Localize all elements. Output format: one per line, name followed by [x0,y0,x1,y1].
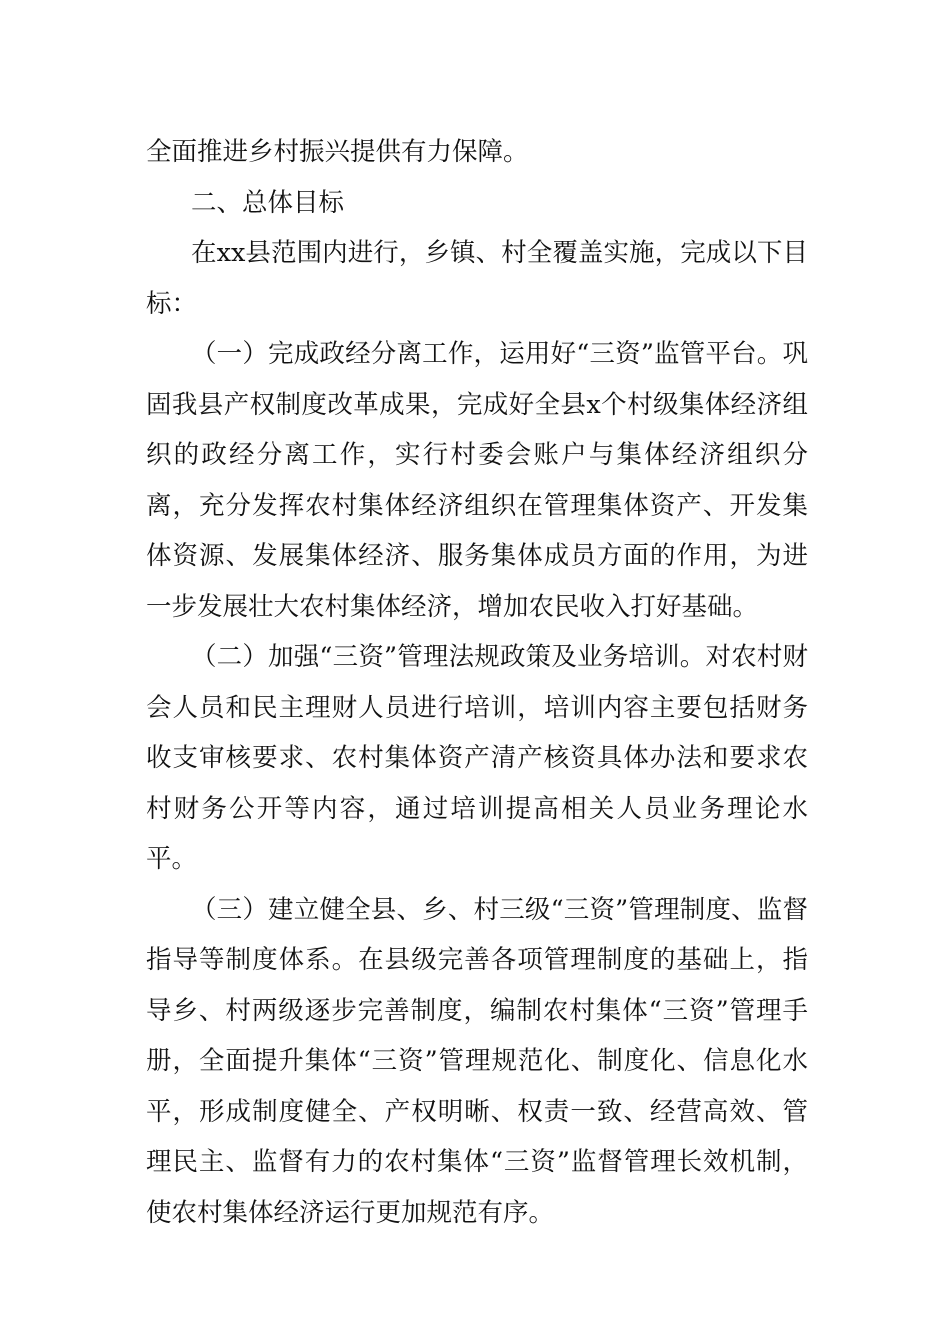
paragraph-scope: 在xx县范围内进行，乡镇、村全覆盖实施，完成以下目标： [146,238,808,319]
paragraph-goal-2: （二）加强“三资”管理法规政策及业务培训。对农村财会人员和民主理财人员进行培训，培训内容主要包括财务收支审核要求、农村集体资产清产核资具体办法和要求农村财务公开等内容，通过培训提高相关人员业务理论水平。 [146,642,808,874]
paragraph-continuation: 全面推进乡村振兴提供有力保障。 [146,137,529,167]
document-body [146,127,808,1238]
section-heading: 二、总体目标 [191,187,345,218]
paragraph-goal-1: （一）完成政经分离工作，运用好“三资”监管平台。巩固我县产权制度改革成果，完成好全县x个村级集体经济组织的政经分离工作，实行村委会账户与集体经济组织分离，充分发挥农村集体经济组织在管理集体资产、开发集体资源、发展集体经济、服务集体成员方面的作用，为进一步发展壮大农村集体经济，增加农民收入打好基础。 [146,339,808,622]
paragraph-goal-3: （三）建立健全县、乡、村三级“三资”管理制度、监督指导等制度体系。在县级完善各项管理制度的基础上，指导乡、村两级逐步完善制度，编制农村集体“三资”管理手册，全面提升集体“三资”管理规范化、制度化、信息化水平，形成制度健全、产权明晰、权责一致、经营高效、管理民主、监督有力的农村集体“三资”监督管理长效机制，使农村集体经济运行更加规范有序。 [146,894,808,1228]
